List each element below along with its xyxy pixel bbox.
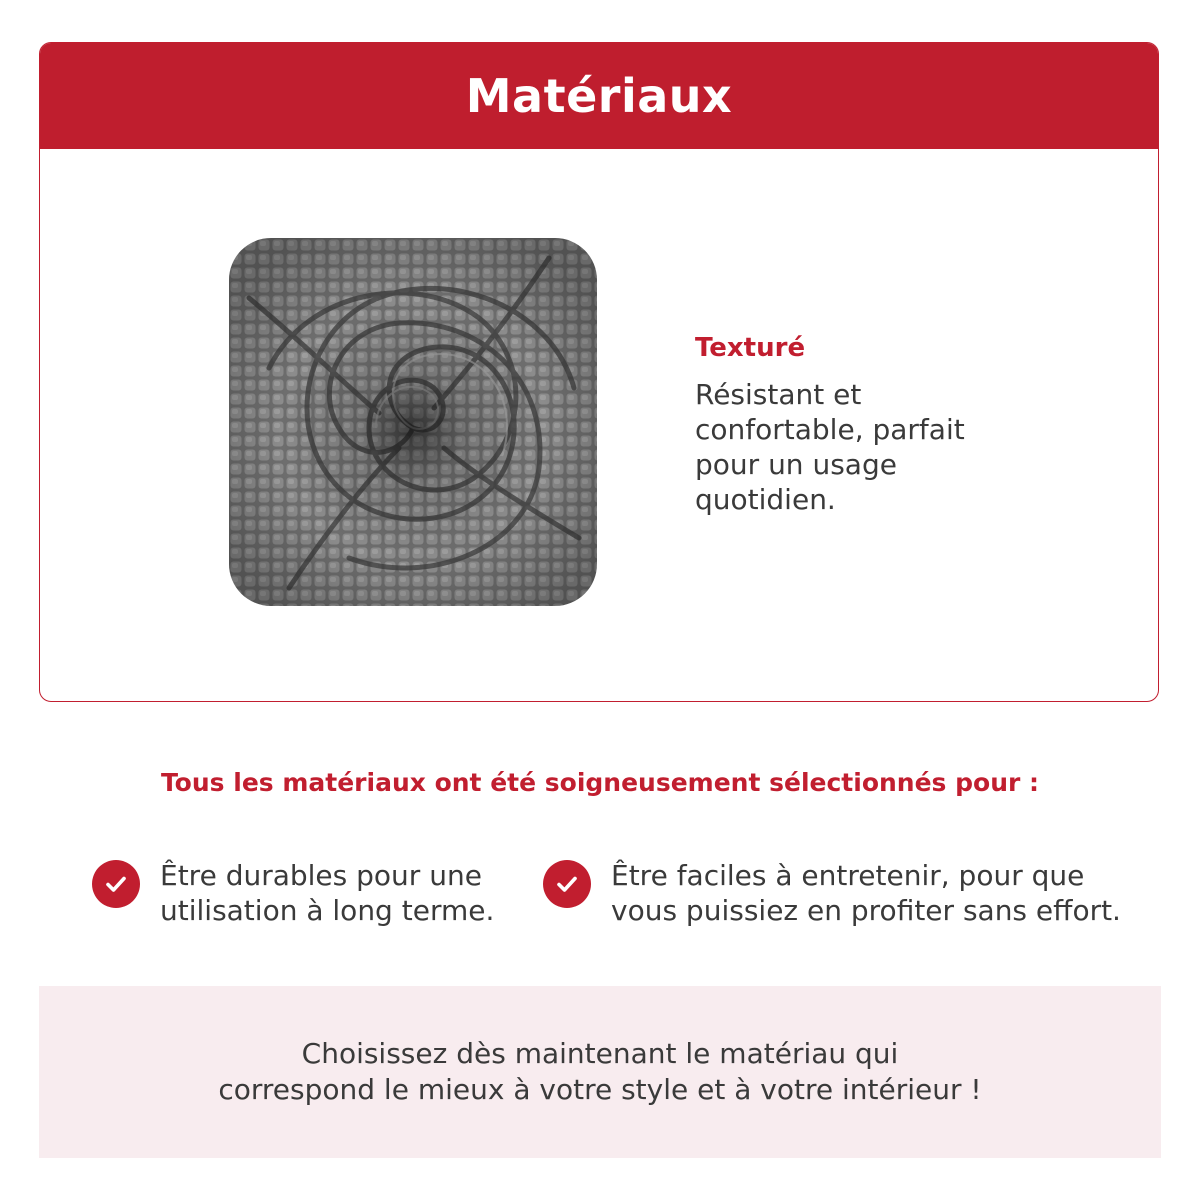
selection-subtitle: Tous les matériaux ont été soigneusement sélectionnés pour : xyxy=(160,768,1040,797)
material-description: Résistant et confortable, parfait pour un usage quotidien. xyxy=(695,378,965,516)
check-icon xyxy=(543,860,591,908)
card-title: Matériaux xyxy=(465,69,733,123)
check-icon xyxy=(92,860,140,908)
materials-card xyxy=(39,42,1159,702)
cta-banner xyxy=(39,986,1161,1158)
benefit-item-durable xyxy=(92,858,494,928)
material-name: Texturé xyxy=(695,333,806,363)
cta-text: Choisissez dès maintenant le matériau qui correspond le mieux à votre style et à votre intérieur ! xyxy=(218,1037,982,1106)
benefit-text: Être faciles à entretenir, pour que vous puissiez en profiter sans effort. xyxy=(611,859,1121,927)
benefit-text: Être durables pour une utilisation à long terme. xyxy=(160,859,495,927)
knit-fabric-swatch-icon xyxy=(229,238,597,606)
benefit-item-easy-care xyxy=(543,858,1121,928)
card-header xyxy=(40,43,1158,149)
fabric-swatch-image xyxy=(229,238,597,606)
